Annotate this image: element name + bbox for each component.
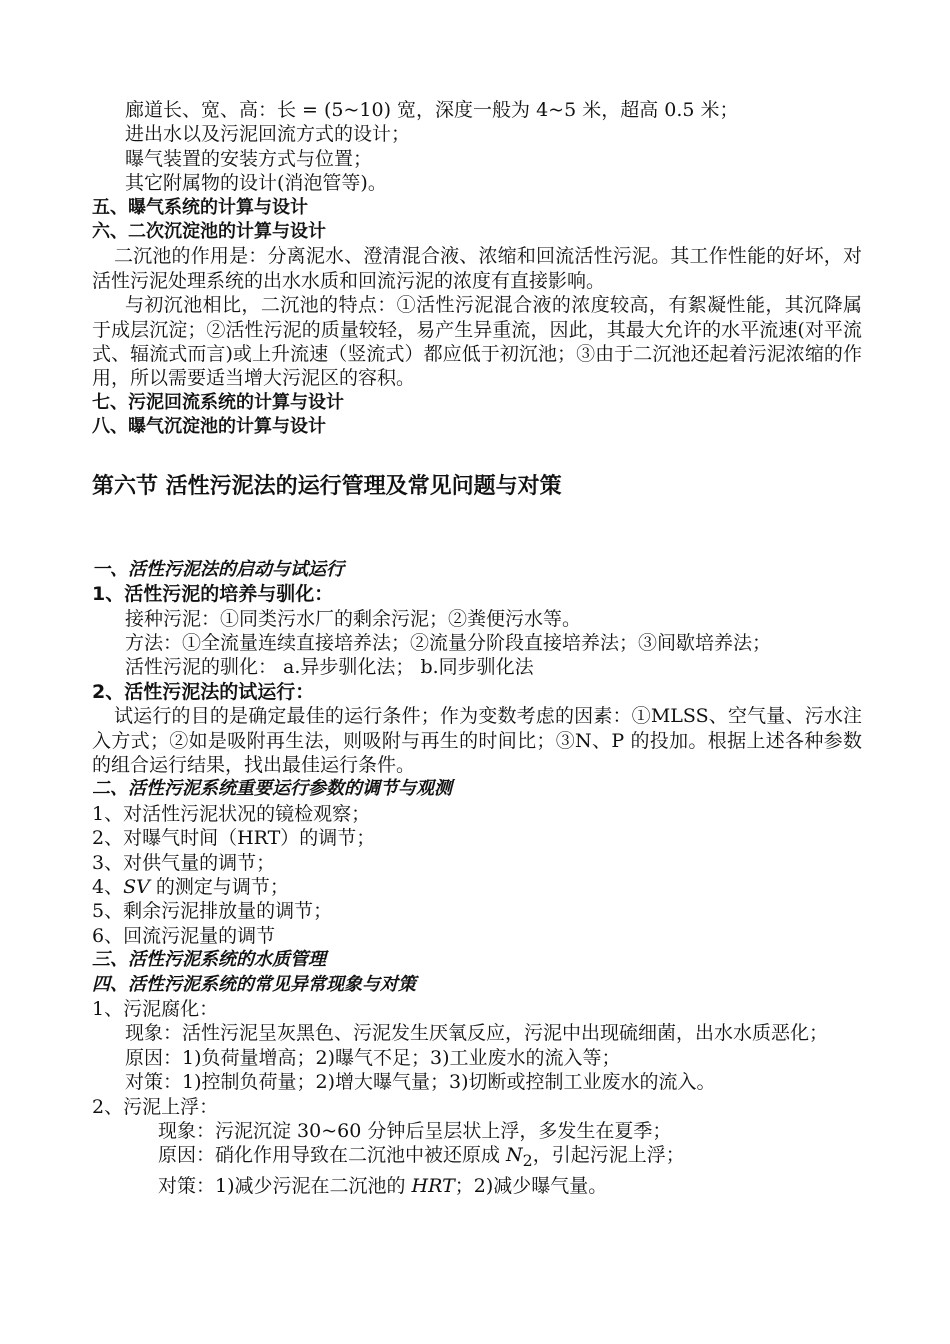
- list-item: 1、对活性污泥状况的镜检观察；: [92, 802, 371, 825]
- text-line: 原因：1)负荷量增高；2)曝气不足；3)工业废水的流入等；: [125, 1046, 621, 1069]
- heading: 六、二次沉淀池的计算与设计: [92, 221, 326, 243]
- list-item: 2、污泥上浮：: [92, 1095, 219, 1118]
- heading: 八、曝气沉淀池的计算与设计: [92, 416, 326, 438]
- heading: 四、活性污泥系统的常见异常现象与对策: [92, 973, 416, 995]
- text-line: 方法：①全流量连续直接培养法；②流量分阶段直接培养法；③间歇培养法；: [125, 631, 772, 654]
- list-item: 6、回流污泥量的调节: [92, 924, 276, 947]
- paragraph: 现象：活性污泥呈灰黑色、污泥发生厌氧反应，污泥中出现硫细菌，出水水质恶化；: [125, 1022, 829, 1045]
- hrt-term: HRT: [411, 1174, 455, 1197]
- text-part: 原因：硝化作用导致在二沉池中被还原成: [158, 1144, 507, 1167]
- text-line: 现象：污泥沉淀 30~60 分钟后呈层状上浮，多发生在夏季；: [158, 1120, 672, 1143]
- section-title: 第六节 活性污泥法的运行管理及常见问题与对策: [92, 473, 562, 499]
- text-line: 廊道长、宽、高：长 = (5~10) 宽，深度一般为 4~5 米，超高 0.5 米；: [125, 99, 739, 121]
- heading: 二、活性污泥系统重要运行参数的调节与观测: [92, 778, 452, 800]
- n2-subscript: 2: [522, 1151, 533, 1171]
- heading: 三、活性污泥系统的水质管理: [92, 949, 326, 971]
- list-text: 的测定与调节；: [149, 875, 289, 898]
- n2-term: N: [506, 1144, 523, 1167]
- subheading: 1、活性污泥的培养与驯化：: [92, 583, 334, 606]
- paragraph: 试运行的目的是确定最佳的运行条件；作为变数考虑的因素：①MLSS、空气量、污水注入方式；②如是吸附再生法，则吸附与再生的时间比；③N、P 的投加。根据上述各种参数的组合运行结果，找出最佳运行条件。: [92, 705, 862, 776]
- text-part: ，引起污泥上浮；: [532, 1144, 685, 1167]
- text-part: ；2)减少曝气量。: [454, 1174, 608, 1197]
- text-line: [92, 1174, 862, 1198]
- list-item: 1、污泥腐化：: [92, 998, 219, 1020]
- list-item: 3、对供气量的调节；: [92, 851, 276, 874]
- text-line: 接种污泥：①同类污水厂的剩余污泥；②粪便污水等。: [125, 607, 582, 630]
- text-line: [92, 1143, 862, 1173]
- heading: 五、曝气系统的计算与设计: [92, 196, 308, 218]
- paragraph: 二沉池的作用是：分离泥水、澄清混合液、浓缩和回流活性污泥。其工作性能的好坏，对活性污泥处理系统的出水水质和回流污泥的浓度有直接影响。: [92, 245, 862, 292]
- text-line: 进出水以及污泥回流方式的设计；: [125, 123, 411, 146]
- paragraph: 与初沉池相比，二沉池的特点：①活性污泥混合液的浓度较高，有絮凝性能，其沉降属于成层沉淀；②活性污泥的质量较轻，易产生异重流，因此，其最大允许的水平流速(对平流式、辐流式而言)或上升流速（竖流式）都应低于初沉池；③由于二沉池还起着污泥浓缩的作用，所以需要适当增大污泥区的容积。: [92, 294, 862, 390]
- heading: 七、污泥回流系统的计算与设计: [92, 391, 344, 413]
- text-line: 曝气装置的安装方式与位置；: [125, 147, 373, 170]
- list-item: 2、对曝气时间（HRT）的调节；: [92, 827, 376, 850]
- heading: 一、活性污泥法的启动与试运行: [92, 558, 344, 580]
- list-number: 4、: [92, 875, 124, 898]
- text-line: 其它附属物的设计(消泡管等)。: [125, 172, 387, 195]
- subheading: 2、活性污泥法的试运行：: [92, 680, 315, 703]
- list-item: 5、剩余污泥排放量的调节；: [92, 900, 333, 923]
- list-item: [92, 875, 862, 899]
- sv-term: SV: [123, 875, 150, 898]
- text-part: 对策：1)减少污泥在二沉池的: [158, 1174, 412, 1197]
- document-page: [92, 98, 862, 1198]
- text-line: 活性污泥的驯化： a.异步驯化法； b.同步驯化法: [125, 656, 534, 679]
- text-line: 对策：1)控制负荷量；2)增大曝气量；3)切断或控制工业废水的流入。: [125, 1071, 716, 1094]
